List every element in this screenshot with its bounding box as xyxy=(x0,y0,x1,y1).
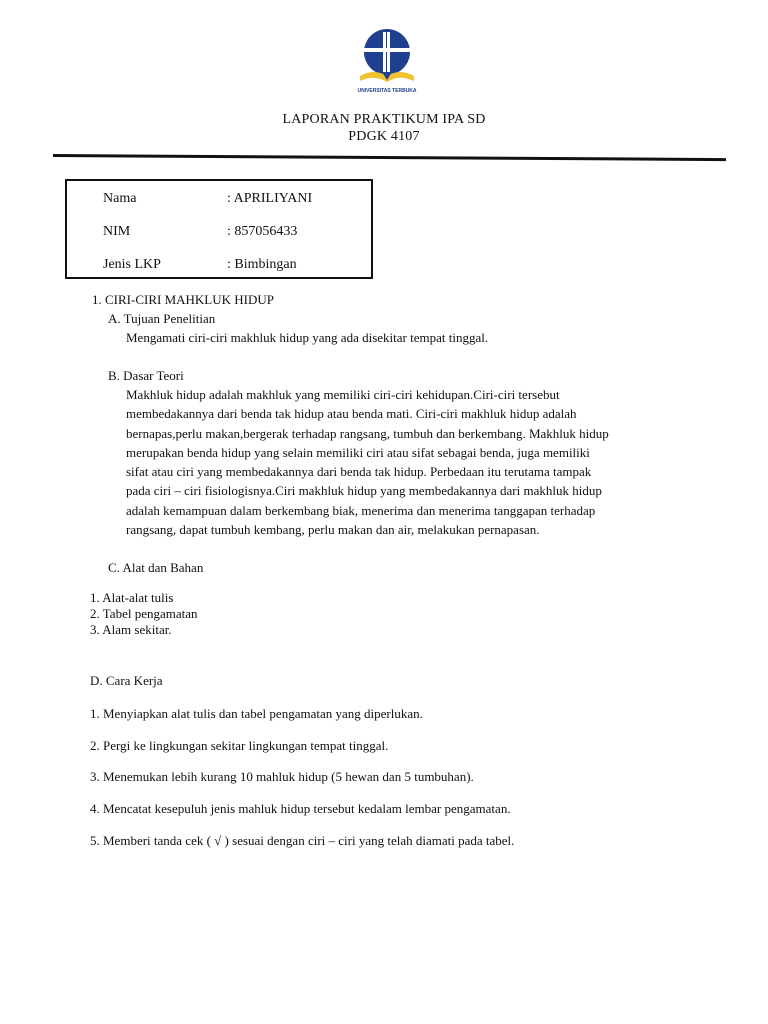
subsection-c-heading: C. Alat dan Bahan xyxy=(108,560,204,575)
paragraph-line: membedakannya dari benda tak hidup atau benda mati. Ciri-ciri makhluk hidup adalah xyxy=(126,406,577,422)
procedure-step: 4. Mencatat kesepuluh jenis mahluk hidup tersebut kedalam lembar pengamatan. xyxy=(90,801,511,816)
subsection-a-text: Mengamati ciri-ciri makhluk hidup yang ada disekitar tempat tinggal. xyxy=(126,330,489,345)
material-item: 1. Alat-alat tulis xyxy=(90,590,174,605)
material-item: 2. Tabel pengamatan xyxy=(90,606,198,621)
procedure-step: 3. Menemukan lebih kurang 10 mahluk hidup (5 hewan dan 5 tumbuhan). xyxy=(90,769,474,784)
paragraph-line: sifat atau ciri yang membedakannya dari benda tak hidup. Perbedaan itu terutama tampak xyxy=(126,464,592,480)
paragraph-line: adalah kemampuan dalam berkembang biak, menerima dan menerima tanggapan terhadap xyxy=(126,502,596,518)
procedure-step: 2. Pergi ke lingkungan sekitar lingkungan tempat tinggal. xyxy=(90,738,389,753)
identity-value-nim: : 857056433 xyxy=(227,224,298,239)
procedure-step: 1. Menyiapkan alat tulis dan tabel pengamatan yang diperlukan. xyxy=(90,706,423,721)
paragraph-line: rangsang, dapat tumbuh kembang, perlu makan dan air, melakukan pernapasan. xyxy=(126,522,540,538)
logo-text: UNIVERSITAS TERBUKA xyxy=(357,88,417,94)
subsection-d-heading: D. Cara Kerja xyxy=(90,673,163,688)
identity-label-jenis-lkp: Jenis LKP xyxy=(103,257,161,272)
section-heading: 1. CIRI-CIRI MAHKLUK HIDUP xyxy=(92,292,274,307)
subsection-b-heading: B. Dasar Teori xyxy=(108,368,184,383)
identity-label-nim: NIM xyxy=(103,224,131,239)
header-divider xyxy=(53,154,726,161)
paragraph-line: pada ciri – ciri fisiologisnya.Ciri makhluk hidup yang membedakannya dari makhluk hidup xyxy=(126,483,602,499)
course-code: PDGK 4107 xyxy=(348,129,420,144)
identity-value-name: : APRILIYANI xyxy=(227,191,313,206)
university-logo xyxy=(352,26,422,98)
identity-value-jenis-lkp: : Bimbingan xyxy=(227,257,297,272)
dasar-teori-paragraph xyxy=(126,385,696,539)
paragraph-line: bernapas,perlu makan,bergerak terhadap rangsang, tumbuh dan berkembang. Makhluk hidup xyxy=(126,425,609,441)
procedure-step: 5. Memberi tanda cek ( √ ) sesuai dengan ciri – ciri yang telah diamati pada tabel. xyxy=(90,833,515,848)
subsection-a-heading: A. Tujuan Penelitian xyxy=(108,311,216,326)
material-item: 3. Alam sekitar. xyxy=(90,622,172,637)
identity-box xyxy=(65,179,373,279)
report-title: LAPORAN PRAKTIKUM IPA SD xyxy=(282,112,486,127)
identity-label-name: Nama xyxy=(103,191,137,206)
paragraph-line: merupakan benda hidup yang selain memiliki ciri atau sifat sebagai benda, juga memiliki xyxy=(126,444,590,460)
paragraph-line: Makhluk hidup adalah makhluk yang memiliki ciri-ciri kehidupan.Ciri-ciri tersebut xyxy=(126,387,560,402)
